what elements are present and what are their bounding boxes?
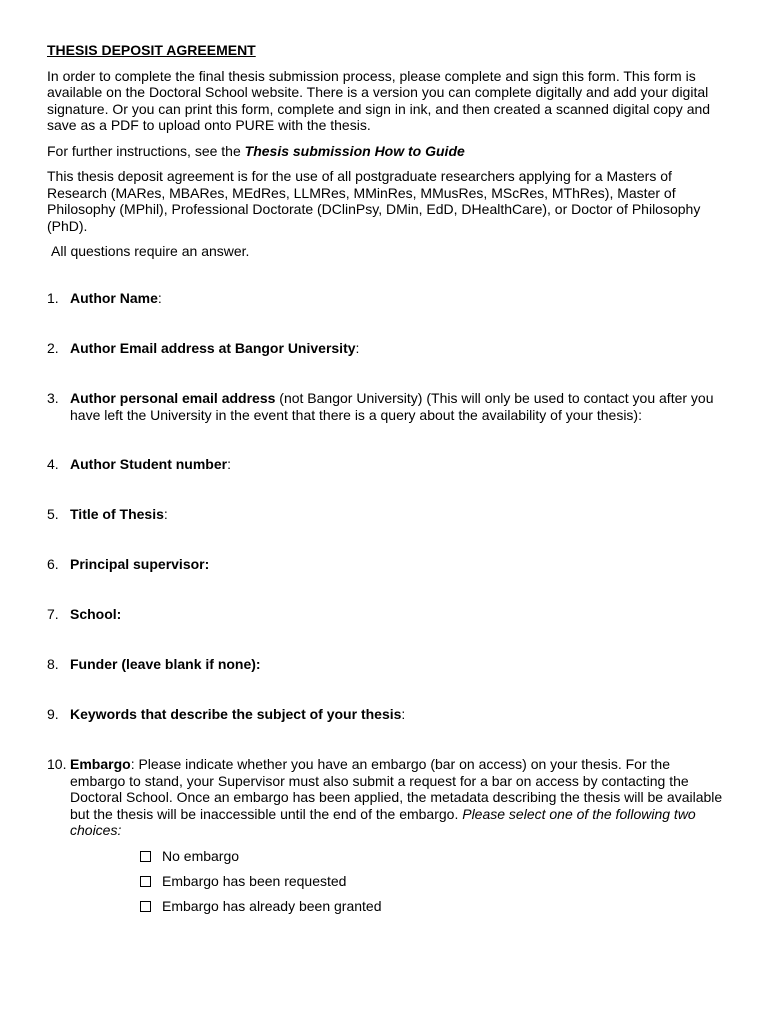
question-number: 8. bbox=[47, 656, 59, 672]
question-number: 3. bbox=[47, 390, 59, 406]
question-bangor-email[interactable] bbox=[47, 340, 727, 357]
choice-embargo-requested[interactable] bbox=[140, 873, 381, 898]
question-number: 4. bbox=[47, 456, 59, 472]
question-label: School: bbox=[70, 606, 122, 622]
question-embargo bbox=[47, 756, 727, 839]
checkbox-embargo-granted[interactable] bbox=[140, 901, 151, 912]
how-to-guide-link[interactable]: Thesis submission How to Guide bbox=[244, 142, 465, 159]
question-student-number[interactable] bbox=[47, 456, 727, 473]
question-label: Title of Thesis bbox=[70, 506, 164, 522]
question-text: : bbox=[163, 506, 168, 522]
choice-embargo-granted[interactable] bbox=[140, 898, 381, 923]
question-number: 2. bbox=[47, 340, 59, 356]
question-text: : bbox=[227, 456, 231, 472]
choice-no-embargo[interactable] bbox=[140, 848, 381, 873]
question-label: Author Name bbox=[70, 290, 158, 306]
question-principal-supervisor[interactable] bbox=[47, 556, 727, 573]
question-text: : Please indicate whether you have an embargo (bar on access) on your thesis. For the embargo to stand, your Supervisor must also submit a request for a bar on access by contacting the Doctoral School. Once an embargo has been applied, the metadata describing the thesis will be available but the thesis will be inaccessible until the end of the embargo. bbox=[70, 756, 723, 822]
question-personal-email[interactable] bbox=[47, 390, 727, 423]
question-number: 5. bbox=[47, 506, 59, 522]
question-text: : bbox=[157, 290, 162, 306]
instructions-prefix: For further instructions, see the bbox=[47, 142, 245, 159]
question-label: Keywords that describe the subject of your thesis bbox=[70, 706, 402, 722]
question-label: Author Student number bbox=[70, 456, 228, 472]
question-label: Principal supervisor: bbox=[70, 556, 210, 572]
question-number: 7. bbox=[47, 606, 59, 622]
instructions-paragraph bbox=[47, 143, 727, 160]
question-text: : bbox=[401, 706, 406, 722]
question-number: 10. bbox=[47, 756, 67, 772]
question-number: 6. bbox=[47, 556, 59, 572]
question-label: Author Email address at Bangor University bbox=[70, 340, 356, 356]
document-page bbox=[47, 42, 727, 914]
eligibility-paragraph: This thesis deposit agreement is for the use of all postgraduate researchers applying for a Masters of Research (MARes, MBARes, MEdRes, LLMRes, MMinRes, MMusRes, MScRes, MThRes), Master of Philosophy (MPhil), Professional Doctorate (DClinPsy, DMin, EdD, DHealthCare), or Doctor of Philosophy (PhD). bbox=[47, 168, 701, 234]
embargo-choices bbox=[140, 848, 381, 923]
question-label: Author personal email address bbox=[70, 390, 276, 406]
document-title: THESIS DEPOSIT AGREEMENT bbox=[47, 42, 256, 58]
checkbox-no-embargo[interactable] bbox=[140, 851, 151, 862]
question-label: Embargo bbox=[70, 756, 131, 772]
all-questions-note: All questions require an answer. bbox=[51, 243, 250, 259]
question-number: 9. bbox=[47, 706, 59, 722]
question-keywords[interactable] bbox=[47, 706, 727, 723]
intro-paragraph: In order to complete the final thesis submission process, please complete and sign this form. This form is available on the Doctoral School website. There is a version you can complete digitally and add your digital signature. Or you can print this form, complete and sign in ink, and then created a scanned digital copy and save as a PDF to upload onto PURE with the thesis. bbox=[47, 67, 711, 133]
question-text: (not Bangor University) (This will only be used to contact you after you have left the University in the event that there is a query about the availability of your thesis): bbox=[70, 390, 714, 423]
question-instruction: Please select one of the following two choices: bbox=[70, 805, 696, 838]
choice-label: No embargo bbox=[162, 848, 240, 864]
choice-label: Embargo has already been granted bbox=[162, 898, 382, 914]
question-author-name[interactable] bbox=[47, 290, 727, 307]
question-label: Funder (leave blank if none): bbox=[70, 656, 261, 672]
checkbox-embargo-requested[interactable] bbox=[140, 876, 151, 887]
question-number: 1. bbox=[47, 290, 59, 306]
question-text: : bbox=[355, 340, 360, 356]
question-thesis-title[interactable] bbox=[47, 506, 727, 523]
choice-label: Embargo has been requested bbox=[162, 873, 347, 889]
question-school[interactable] bbox=[47, 606, 727, 623]
question-funder[interactable] bbox=[47, 656, 727, 673]
